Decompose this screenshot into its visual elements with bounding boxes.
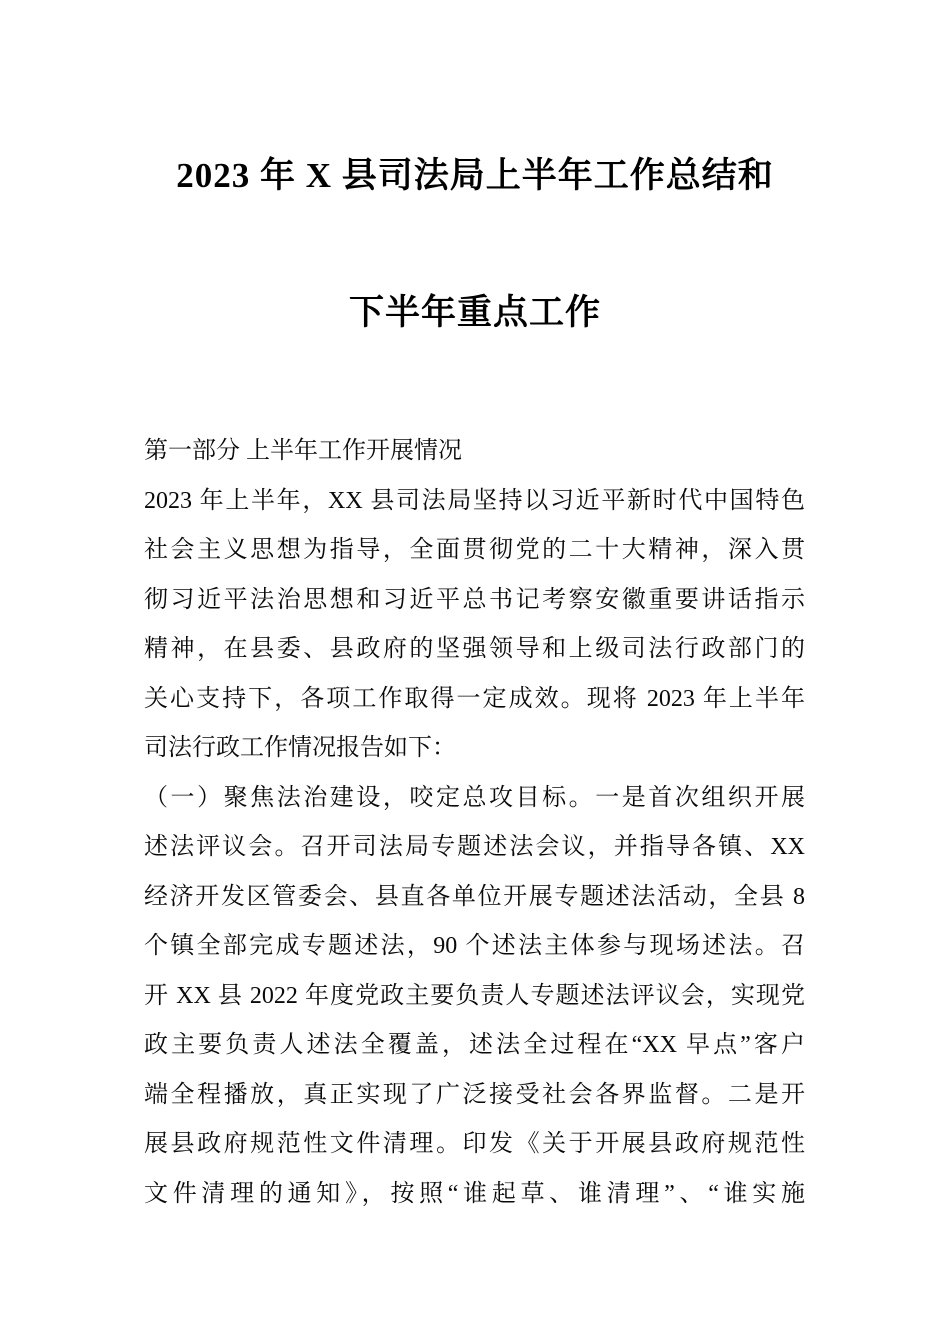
body-line: 政主要负责人述法全覆盖，述法全过程在“XX 早点”客户 xyxy=(144,1032,805,1058)
body-line: 述法评议会。召开司法局专题述法会议，并指导各镇、XX xyxy=(144,834,805,860)
body-line-paragraph-start: （一）聚焦法治建设，咬定总攻目标。一是首次组织开展 xyxy=(144,784,805,811)
body-line: 司法行政工作情况报告如下： xyxy=(144,735,456,761)
body-line: 彻习近平法治思想和习近平总书记考察安徽重要讲话指示 xyxy=(144,586,805,613)
document-title-line-2: 下半年重点工作 xyxy=(348,293,601,332)
body-line: 展县政府规范性文件清理。印发《关于开展县政府规范性 xyxy=(144,1131,805,1157)
body-line: 经济开发区管委会、县直各单位开展专题述法活动，全县 8 xyxy=(144,883,805,910)
body-line: 社会主义思想为指导，全面贯彻党的二十大精神，深入贯 xyxy=(144,537,805,563)
document-body xyxy=(144,427,805,1219)
body-line: 个镇全部完成专题述法，90 个述法主体参与现场述法。召 xyxy=(144,933,805,959)
document-title-line-1: 2023 年 X 县司法局上半年工作总结和 xyxy=(176,156,774,195)
body-line: 关心支持下，各项工作取得一定成效。现将 2023 年上半年 xyxy=(144,685,805,712)
body-line: 端全程播放，真正实现了广泛接受社会各界监督。二是开 xyxy=(144,1081,805,1108)
body-line-section-heading: 第一部分 上半年工作开展情况 xyxy=(144,438,462,464)
body-line: 文件清理的通知》，按照“谁起草、谁清理”、“谁实施 xyxy=(144,1180,805,1207)
body-line: 开 XX 县 2022 年度党政主要负责人专题述法评议会，实现党 xyxy=(144,982,805,1009)
body-line: 2023 年上半年，XX 县司法局坚持以习近平新时代中国特色 xyxy=(144,487,805,514)
body-line: 精神，在县委、县政府的坚强领导和上级司法行政部门的 xyxy=(144,636,805,662)
